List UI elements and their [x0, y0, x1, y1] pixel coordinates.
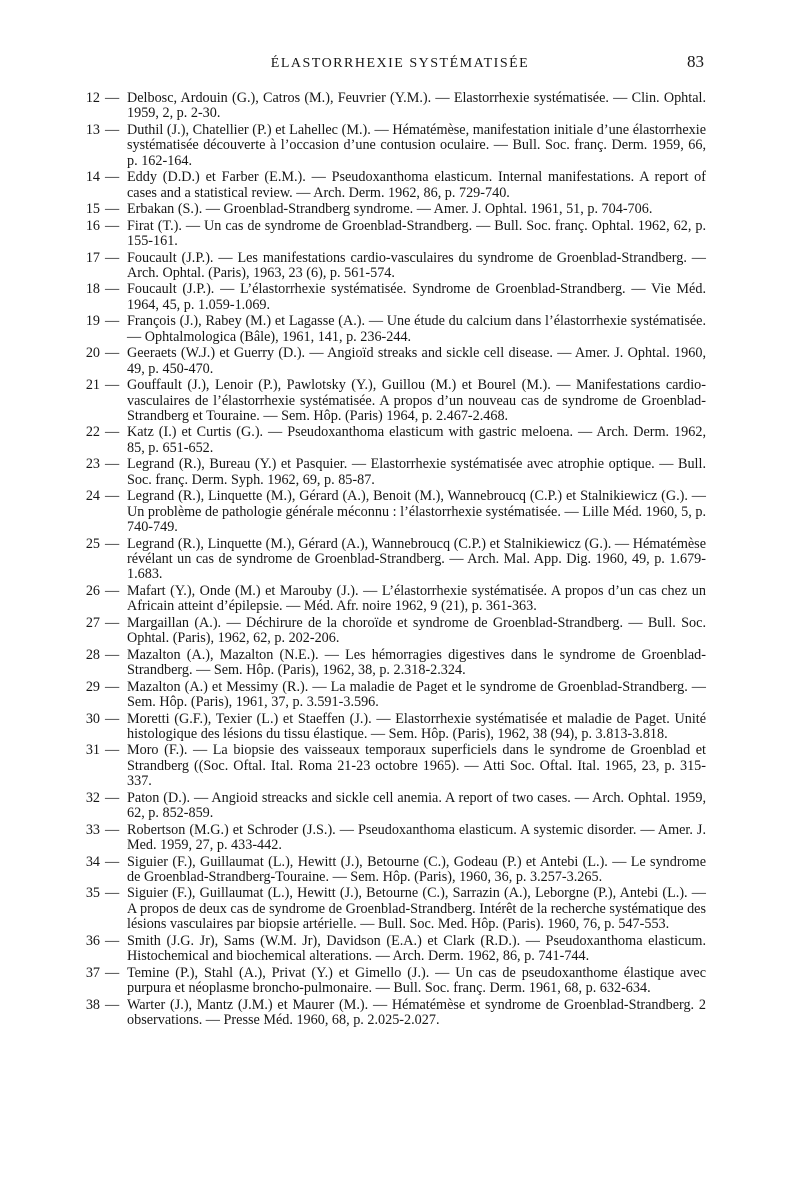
reference-dash: — [105, 678, 120, 695]
reference-number: 34 [85, 853, 100, 870]
reference-number: 16 [85, 217, 100, 234]
reference-item [78, 123, 706, 169]
reference-item [78, 346, 706, 377]
reference-text: Delbosc, Ardouin (G.), Catros (M.), Feuvrier (Y.M.). — Elastorrhexie systématisée. — Clin. Ophtal. 1959, 2, p. 2-30. [127, 90, 706, 122]
reference-text: Warter (J.), Mantz (J.M.) et Maurer (M.). — Hématémèse et syndrome de Groenblad-Strandberg. 2 observations. — Presse Méd. 1960, 68, p. 2.025-2.027. [127, 996, 706, 1028]
reference-dash: — [105, 345, 120, 362]
reference-dash: — [105, 964, 120, 981]
reference-number: 38 [85, 996, 100, 1013]
reference-dash: — [105, 249, 120, 266]
reference-text: Smith (J.G. Jr), Sams (W.M. Jr), Davidson (E.A.) et Clark (R.D.). — Pseudoxanthoma elasticum. Histochemical and biochemical alterations. — Arch. Derm. 1962, 86, p. 741-744. [127, 932, 706, 965]
reference-text: Siguier (F.), Guillaumat (L.), Hewitt (J.), Betourne (C.), Sarrazin (A.), Leborgne (P.), Antebi (L.). — A propos de deux cas de syndrome de Groenblad-Strandberg. Intérêt de la recherche systématique des lésions vasculaires par biopsie artérielle. — Bull. Soc. Med. Hôp. (Paris). 1960, 76, p. 547-553. [127, 885, 706, 933]
reference-item [78, 998, 706, 1029]
reference-dash: — [105, 121, 120, 138]
reference-number: 18 [85, 281, 100, 298]
reference-dash: — [105, 614, 120, 631]
reference-text: Gouffault (J.), Lenoir (P.), Pawlotsky (Y.), Guillou (M.) et Bourel (M.). — Manifestations cardio-vasculaires de l’élastorrhexie systématisée. A propos d’un nouveau cas de syndrome de Groenblad-Strandberg et Touraine. — Sem. Hôp. (Paris) 1964, p. 2.467-2.468. [127, 377, 706, 424]
reference-item [78, 616, 706, 647]
reference-number: 13 [85, 121, 100, 138]
reference-dash: — [105, 853, 120, 870]
reference-item [78, 202, 706, 217]
reference-text: Foucault (J.P.). — Les manifestations cardio-vasculaires du syndrome de Groenblad-Strandberg. — Arch. Ophtal. (Paris), 1963, 23 (6), p. 561-574. [127, 249, 706, 281]
reference-item [78, 489, 706, 535]
reference-item [78, 743, 706, 789]
reference-dash: — [105, 488, 120, 505]
reference-text: Katz (I.) et Curtis (G.). — Pseudoxanthoma elasticum with gastric meloena. — Arch. Derm. 1962, 85, p. 651-652. [127, 424, 706, 456]
reference-number: 23 [85, 456, 100, 473]
reference-number: 28 [85, 646, 100, 663]
running-title: ÉLASTORRHEXIE SYSTÉMATISÉE [270, 56, 530, 71]
reference-number: 33 [85, 821, 100, 838]
reference-dash: — [105, 535, 120, 552]
reference-item [78, 457, 706, 488]
reference-dash: — [105, 456, 120, 473]
reference-item [78, 282, 706, 313]
reference-text: Erbakan (S.). — Groenblad-Strandberg syndrome. — Amer. J. Ophtal. 1961, 51, p. 704-706. [127, 201, 653, 218]
reference-number: 32 [85, 789, 100, 806]
reference-item [78, 680, 706, 711]
reference-item [78, 170, 706, 201]
reference-text: Mazalton (A.) et Messimy (R.). — La maladie de Paget et le syndrome de Groenblad-Strandberg. — Sem. Hôp. (Paris), 1961, 37, p. 3.591-3.596. [127, 678, 706, 711]
reference-item [78, 314, 706, 345]
reference-number: 15 [85, 201, 100, 218]
reference-dash: — [105, 201, 120, 218]
reference-item [78, 648, 706, 679]
reference-item [78, 425, 706, 456]
reference-text: Paton (D.). — Angioid streacks and sickle cell anemia. A report of two cases. — Arch. Ophtal. 1959, 62, p. 852-859. [127, 789, 706, 822]
reference-item [78, 91, 706, 122]
reference-number: 20 [85, 345, 100, 362]
reference-item [78, 537, 706, 583]
reference-dash: — [105, 313, 120, 330]
page-header [0, 52, 800, 74]
reference-item [78, 378, 706, 424]
reference-number: 30 [85, 710, 100, 727]
reference-number: 27 [85, 614, 100, 631]
reference-text: Legrand (R.), Linquette (M.), Gérard (A.), Wannebroucq (C.P.) et Stalnikiewicz (G.). — Hématémèse révélant un cas de syndrome de Groenblad-Strandberg. — Arch. Mal. App. Dig. 1960, 49, p. 1.679-1.683. [127, 535, 706, 583]
reference-dash: — [105, 996, 120, 1013]
reference-text: Foucault (J.P.). — L’élastorrhexie systématisée. Syndrome de Groenblad-Strandberg. — Vie Méd. 1964, 45, p. 1.059-1.069. [127, 281, 706, 313]
reference-text: François (J.), Rabey (M.) et Lagasse (A.). — Une étude du calcium dans l’élastorrhexie systématisée. — Ophtalmologica (Bâle), 1961, 141, p. 236-244. [127, 313, 706, 345]
reference-number: 29 [85, 678, 100, 695]
reference-text: Mazalton (A.), Mazalton (N.E.). — Les hémorragies digestives dans le syndrome de Groenblad-Strandberg. — Sem. Hôp. (Paris), 1962, 38, p. 2.318-2.324. [127, 646, 706, 679]
reference-number: 22 [85, 424, 100, 441]
reference-item [78, 219, 706, 250]
reference-dash: — [105, 90, 120, 106]
reference-text: Geeraets (W.J.) et Guerry (D.). — Angioïd streaks and sickle cell disease. — Amer. J. Ophtal. 1960, 49, p. 450-470. [127, 345, 706, 377]
reference-item [78, 855, 706, 886]
reference-dash: — [105, 281, 120, 298]
reference-item [78, 791, 706, 822]
reference-number: 14 [85, 169, 100, 186]
reference-text: Siguier (F.), Guillaumat (L.), Hewitt (J.), Betourne (C.), Godeau (P.) et Antebi (L.). — Le syndrome de Groenblad-Strandberg-Touraine. — Sem. Hôp. (Paris), 1960, 36, p. 3.257-3.265. [127, 853, 706, 885]
reference-text: Moro (F.). — La biopsie des vaisseaux temporaux superficiels dans le syndrome de Groenblad et Strandberg ((Soc. Oftal. Ital. Roma 21-23 octobre 1965). — Atti Soc. Oftal. Ital. 1965, 23, p. 315-337. [127, 742, 706, 790]
reference-dash: — [105, 424, 120, 441]
reference-item [78, 712, 706, 743]
reference-text: Legrand (R.), Linquette (M.), Gérard (A.), Benoit (M.), Wannebroucq (C.P.) et Stalnikiewicz (G.). — Un problème de pathologie générale méconnu : l’élastorrhexie systématisée. — Lille Méd. 1960, 5, p. 740-749. [127, 488, 706, 536]
reference-number: 12 [85, 90, 100, 106]
reference-dash: — [105, 932, 120, 949]
reference-item [78, 823, 706, 854]
reference-number: 31 [85, 742, 100, 759]
reference-list [78, 91, 706, 1030]
reference-number: 35 [85, 885, 100, 902]
reference-dash: — [105, 710, 120, 727]
reference-dash: — [105, 789, 120, 806]
reference-number: 17 [85, 249, 100, 266]
reference-number: 25 [85, 535, 100, 552]
page-number: 83 [687, 52, 704, 71]
reference-number: 37 [85, 964, 100, 981]
reference-number: 21 [85, 377, 100, 394]
reference-dash: — [105, 169, 120, 186]
reference-dash: — [105, 646, 120, 663]
reference-text: Legrand (R.), Bureau (Y.) et Pasquier. — Elastorrhexie systématisée avec atrophie optique. — Bull. Soc. franç. Derm. Syph. 1962, 69, p. 85-87. [127, 456, 706, 488]
reference-dash: — [105, 377, 120, 394]
reference-dash: — [105, 821, 120, 838]
reference-text: Mafart (Y.), Onde (M.) et Marouby (J.). — L’élastorrhexie systématisée. A propos d’un cas chez un Africain atteint d’épilepsie. — Méd. Afr. noire 1962, 9 (21), p. 361-363. [127, 582, 706, 615]
reference-number: 26 [85, 582, 100, 599]
reference-dash: — [105, 217, 120, 234]
reference-item [78, 886, 706, 932]
reference-text: Firat (T.). — Un cas de syndrome de Groenblad-Strandberg. — Bull. Soc. franç. Ophtal. 1962, 62, p. 155-161. [127, 217, 706, 250]
reference-number: 36 [85, 932, 100, 949]
reference-text: Temine (P.), Stahl (A.), Privat (Y.) et Gimello (J.). — Un cas de pseudoxanthome élastique avec purpura et néoplasme broncho-pulmonaire. — Bull. Soc. franç. Derm. 1961, 68, p. 632-634. [127, 964, 706, 997]
reference-item [78, 584, 706, 615]
reference-dash: — [105, 885, 120, 902]
reference-number: 24 [85, 488, 100, 505]
reference-item [78, 966, 706, 997]
reference-text: Duthil (J.), Chatellier (P.) et Lahellec (M.). — Hématémèse, manifestation initiale d’une élastorrhexie systématisée découverte à l’occasion d’une contusion oculaire. — Bull. Soc. franç. Derm. 1959, 66, p. 162-164. [127, 121, 706, 169]
reference-number: 19 [85, 313, 100, 330]
reference-dash: — [105, 742, 120, 759]
reference-text: Moretti (G.F.), Texier (L.) et Staeffen (J.). — Elastorrhexie systématisée et maladie de Paget. Unité histologique des lésions du tissu élastique. — Sem. Hôp. (Paris), 1962, 38 (94), p. 3.813-3.818. [127, 710, 706, 742]
reference-text: Margaillan (A.). — Déchirure de la choroïde et syndrome de Groenblad-Strandberg. — Bull. Soc. Ophtal. (Paris), 1962, 62, p. 202-206. [127, 614, 706, 647]
reference-item [78, 934, 706, 965]
reference-text: Robertson (M.G.) et Schroder (J.S.). — Pseudoxanthoma elasticum. A systemic disorder. — Amer. J. Med. 1959, 27, p. 433-442. [127, 821, 706, 854]
reference-dash: — [105, 582, 120, 599]
reference-text: Eddy (D.D.) et Farber (E.M.). — Pseudoxanthoma elasticum. Internal manifestations. A report of cases and a statistical review. — Arch. Derm. 1962, 86, p. 729-740. [127, 169, 706, 201]
reference-item [78, 251, 706, 282]
